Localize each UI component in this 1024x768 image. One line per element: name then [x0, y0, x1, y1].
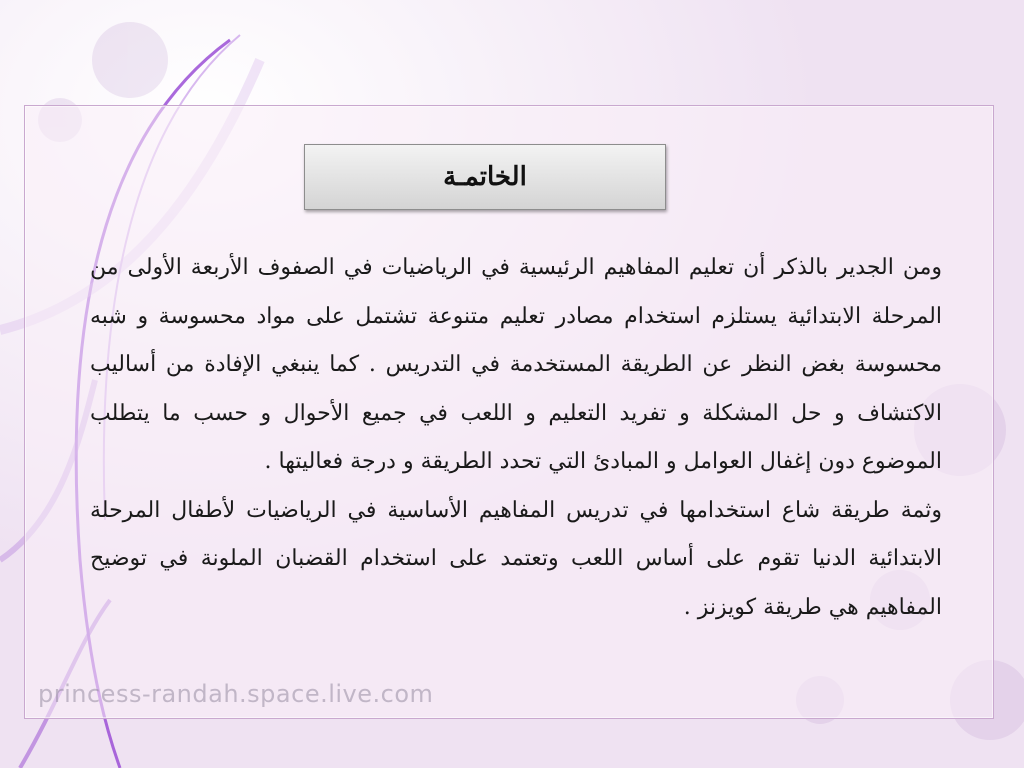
paragraph-1: ومن الجدير بالذكر أن تعليم المفاهيم الرئيسية في الرياضيات في الصفوف الأربعة الأولى من المرحلة الابتدائية يستلزم استخدام مصادر تعليم متنوعة تشتمل على مواد محسوسة و شبه محسوسة بغض النظر عن الطريقة المستخدمة في التدريس . كما ينبغي الإفادة من أساليب الاكتشاف و حل المشكلة و تفريد التعليم و اللعب في جميع الأحوال و حسب ما يتطلب الموضوع دون إغفال العوامل و المبادئ التي تحدد الطريقة و درجة فعاليتها .	[90, 255, 942, 474]
slide-title: الخاتمـة	[443, 162, 527, 192]
paragraph-2: وثمة طريقة شاع استخدامها في تدريس المفاهيم الأساسية في الرياضيات لأطفال المرحلة الابتدائية الدنيا تقوم على أساس اللعب وتعتمد على استخدام القضبان الملونة في توضيح المفاهيم هي طريقة كويزنز .	[90, 497, 942, 620]
watermark: princess-randah.space.live.com	[38, 680, 434, 708]
body-text	[90, 244, 942, 684]
title-box	[304, 144, 666, 210]
